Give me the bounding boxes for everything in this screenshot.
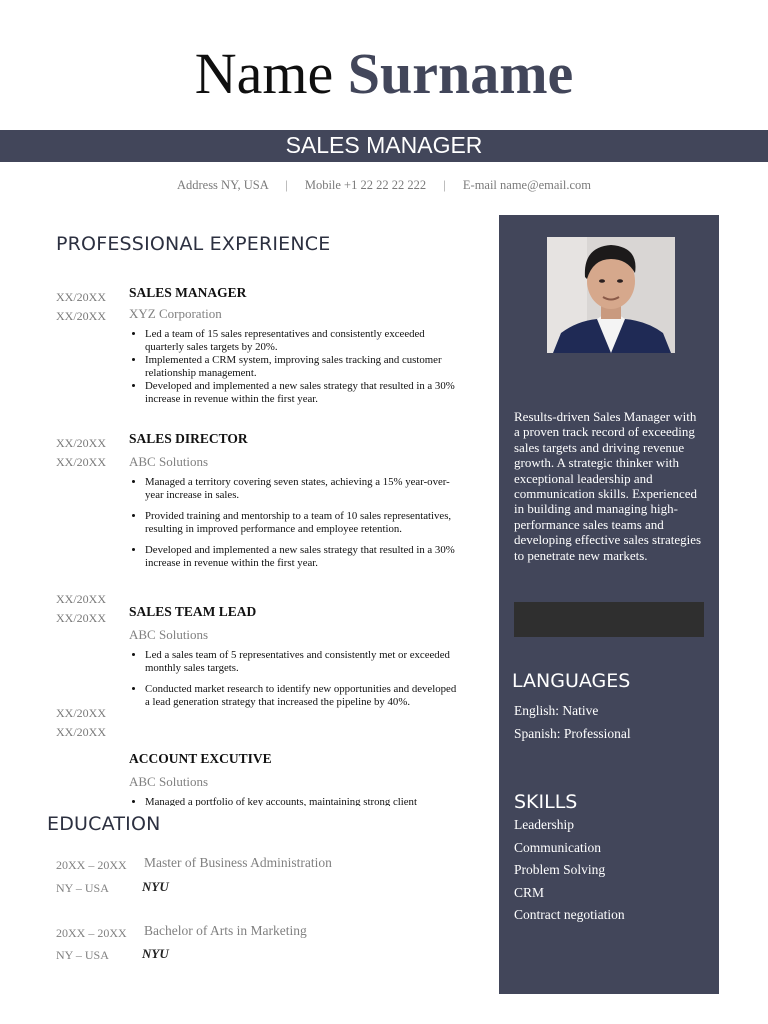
experience-bullets xyxy=(129,796,456,806)
bullet-item: • Developed and implemented a new sales strategy that resulted in a 30% increase in revenue within the first year. xyxy=(145,380,459,406)
experience-dates xyxy=(56,288,116,326)
date-start: XX/20XX xyxy=(56,592,106,606)
resume-name xyxy=(0,38,768,110)
experience-dates xyxy=(56,434,116,472)
skill-item: CRM xyxy=(514,884,545,900)
bullet-item: • Provided training and mentorship to a team of 10 sales representatives, resulting in improved performance and employee retention. xyxy=(145,510,459,536)
education-school: NYU xyxy=(142,946,169,961)
education-degree: Master of Business Administration xyxy=(144,855,332,870)
experience-heading: PROFESSIONAL EXPERIENCE xyxy=(56,233,331,255)
education-location: NY – USA xyxy=(56,948,109,962)
date-start: XX/20XX xyxy=(56,290,106,304)
experience-item xyxy=(56,702,456,806)
education-location: NY – USA xyxy=(56,881,109,895)
experience-company: XYZ Corporation xyxy=(129,306,222,321)
date-start: XX/20XX xyxy=(56,706,106,720)
job-title: SALES MANAGER xyxy=(285,132,483,158)
education-school: NYU xyxy=(142,879,169,894)
bullet-item: • Implemented a CRM system, improving sales tracking and customer relationship management. xyxy=(145,354,459,380)
skills-list xyxy=(514,814,704,927)
bullet-item: • Developed and implemented a new sales strategy that resulted in a 30% increase in revenue within the first year. xyxy=(145,544,459,570)
blank-block xyxy=(514,602,704,637)
experience-body xyxy=(129,284,459,406)
bullet-item: • Led a sales team of 5 representatives and consistently met or exceeded monthly sales targets. xyxy=(145,649,459,675)
date-end: XX/20XX xyxy=(56,455,106,469)
skill-item: Problem Solving xyxy=(514,862,606,878)
languages-list xyxy=(514,700,704,752)
contact-separator: | xyxy=(285,178,288,192)
language-item: Spanish: Professional xyxy=(514,725,631,741)
experience-bullets xyxy=(129,328,459,406)
bullet-item: • Managed a portfolio of key accounts, maintaining strong client xyxy=(145,796,456,806)
contact-mobile: Mobile +1 22 22 22 222 xyxy=(304,178,427,192)
date-end: XX/20XX xyxy=(56,611,106,625)
education-years: 20XX – 20XX xyxy=(56,858,127,872)
surname: Surname xyxy=(347,41,574,106)
experience-role: ACCOUNT EXCUTIVE xyxy=(129,751,272,766)
bullet-item: • Led a team of 15 sales representatives and consistently exceeded quarterly sales targets by 20%. xyxy=(145,328,459,354)
first-name: Name xyxy=(194,41,334,106)
experience-bullets xyxy=(129,476,459,570)
date-start: XX/20XX xyxy=(56,436,106,450)
profile-photo-icon xyxy=(547,237,675,353)
bullet-item: • Managed a territory covering seven states, achieving a 15% year-over-year increase in sales. xyxy=(145,476,459,502)
experience-role: SALES MANAGER xyxy=(129,285,247,300)
experience-dates xyxy=(56,704,116,742)
education-heading: EDUCATION xyxy=(47,813,161,835)
contact-email[interactable]: E-mail name@email.com xyxy=(462,178,592,192)
profile-summary: Results-driven Sales Manager with a proven track record of exceeding sales targets and driving revenue growth. A strategic thinker with exceptional leadership and communication skills. Experienced in building and managing high-performance sales teams and developing effective sales strategies to penetrate new markets. xyxy=(514,409,702,563)
experience-dates xyxy=(56,590,116,628)
experience-body xyxy=(129,603,459,717)
experience-body xyxy=(129,430,459,578)
experience-body xyxy=(129,750,456,806)
languages-heading: LANGUAGES xyxy=(512,670,631,692)
experience-bullets xyxy=(129,649,459,709)
date-end: XX/20XX xyxy=(56,725,106,739)
date-end: XX/20XX xyxy=(56,309,106,323)
experience-company: ABC Solutions xyxy=(129,627,209,642)
language-item: English: Native xyxy=(514,703,599,718)
experience-item xyxy=(56,430,456,590)
skill-item: Communication xyxy=(514,839,601,855)
contact-separator: | xyxy=(443,178,446,192)
skill-item: Leadership xyxy=(514,817,574,832)
education-years: 20XX – 20XX xyxy=(56,926,127,940)
experience-role: SALES DIRECTOR xyxy=(129,431,248,446)
experience-company: ABC Solutions xyxy=(129,774,209,789)
bullet-item: • Conducted market research to identify new opportunities and developed a lead generation strategy that increased the pipeline by 40%. xyxy=(145,683,459,709)
contact-address: Address NY, USA xyxy=(176,178,269,192)
contact-line xyxy=(0,178,768,193)
skills-heading: SKILLS xyxy=(514,791,578,813)
experience-item xyxy=(56,284,456,414)
profile-photo xyxy=(547,237,675,353)
education-degree: Bachelor of Arts in Marketing xyxy=(144,923,307,938)
experience-company: ABC Solutions xyxy=(129,454,209,469)
skill-item: Contract negotiation xyxy=(514,907,625,923)
experience-role: SALES TEAM LEAD xyxy=(129,604,257,619)
job-title-bar xyxy=(0,130,768,162)
